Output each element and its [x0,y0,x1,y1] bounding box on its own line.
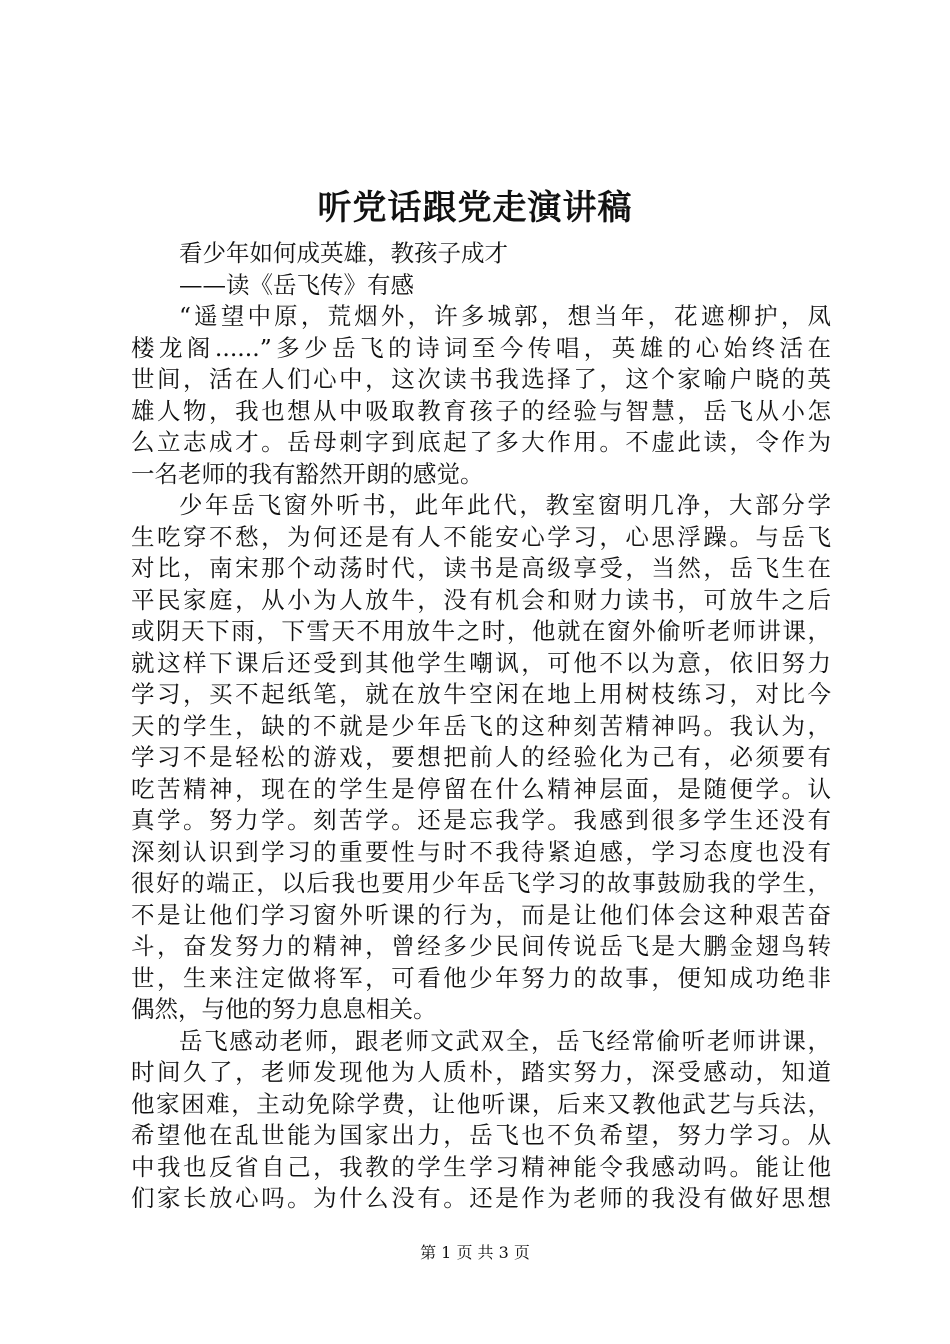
text-line: 么立志成才。岳母刺字到底起了多大作用。不虚此读，令作为 [131,428,831,456]
text-line: 少年岳飞窗外听书，此年此代，教室窗明几净，大部分学 [179,491,831,519]
page-footer: 第 1 页 共 3 页 [420,1243,530,1262]
text-line: 学习不是轻松的游戏，要想把前人的经验化为己有，必须要有 [131,743,831,771]
document-body [131,238,831,1215]
text-line: 偶然，与他的努力息息相关。 [131,995,437,1023]
text-line: 斗，奋发努力的精神，曾经多少民间传说岳飞是大鹏金翅鸟转 [131,932,831,960]
text-line: 平民家庭，从小为人放牛，没有机会和财力读书，可放牛之后 [131,585,831,614]
text-line: 时间久了，老师发现他为人质朴，踏实努力，深受感动，知道 [131,1058,831,1086]
text-line: 真学。努力学。刻苦学。还是忘我学。我感到很多学生还没有 [131,806,831,834]
text-line: 不是让他们学习窗外听课的行为，而是让他们体会这种艰苦奋 [131,900,831,929]
text-line: 一名老师的我有豁然开朗的感觉。 [131,459,484,488]
text-line: 学习，买不起纸笔，就在放牛空闲在地上用树枝练习，对比今 [131,680,831,708]
text-line: 希望他在乱世能为国家出力，岳飞也不负希望，努力学习。从 [131,1121,831,1149]
text-line: 吃苦精神，现在的学生是停留在什么精神层面，是随便学。认 [131,774,831,803]
document-title: 听党话跟党走演讲稿 [317,188,633,228]
text-line: 们家长放心吗。为什么没有。还是作为老师的我没有做好思想 [131,1184,831,1212]
text-line: 就这样下课后还受到其他学生嘲讽，可他不以为意，依旧努力 [131,648,831,677]
text-line: 岳飞感动老师，跟老师文武双全，岳飞经常偷听老师讲课， [179,1026,831,1055]
text-line: 天的学生，缺的不就是少年岳飞的这种刻苦精神吗。我认为， [131,711,831,740]
text-line: 楼龙阁......”多少岳飞的诗词至今传唱，英雄的心始终活在 [131,333,831,362]
text-line: 中我也反省自己，我教的学生学习精神能令我感动吗。能让他 [131,1152,831,1181]
text-line: 对比，南宋那个动荡时代，读书是高级享受，当然，岳飞生在 [131,554,831,582]
text-line: 深刻认识到学习的重要性与时不我待紧迫感，学习态度也没有 [131,837,831,866]
text-line: 很好的端正，以后我也要用少年岳飞学习的故事鼓励我的学生， [131,869,831,897]
text-line: 看少年如何成英雄，教孩子成才 [179,239,508,267]
text-line: 生吃穿不愁，为何还是有人不能安心学习，心思浮躁。与岳飞 [131,522,831,551]
text-line: 世，生来注定做将军，可看他少年努力的故事，便知成功绝非 [131,963,831,992]
text-line: ——读《岳飞传》有感 [179,270,414,299]
text-line: 世间，活在人们心中，这次读书我选择了，这个家喻户晓的英 [131,365,831,393]
text-line: 雄人物，我也想从中吸取教育孩子的经验与智慧，岳飞从小怎 [131,396,831,425]
text-line: “遥望中原，荒烟外，许多城郭，想当年，花遮柳护，凤 [179,302,831,330]
text-line: 或阴天下雨，下雪天不用放牛之时，他就在窗外偷听老师讲课， [131,617,831,645]
text-line: 他家困难，主动免除学费，让他听课，后来又教他武艺与兵法， [131,1089,831,1118]
